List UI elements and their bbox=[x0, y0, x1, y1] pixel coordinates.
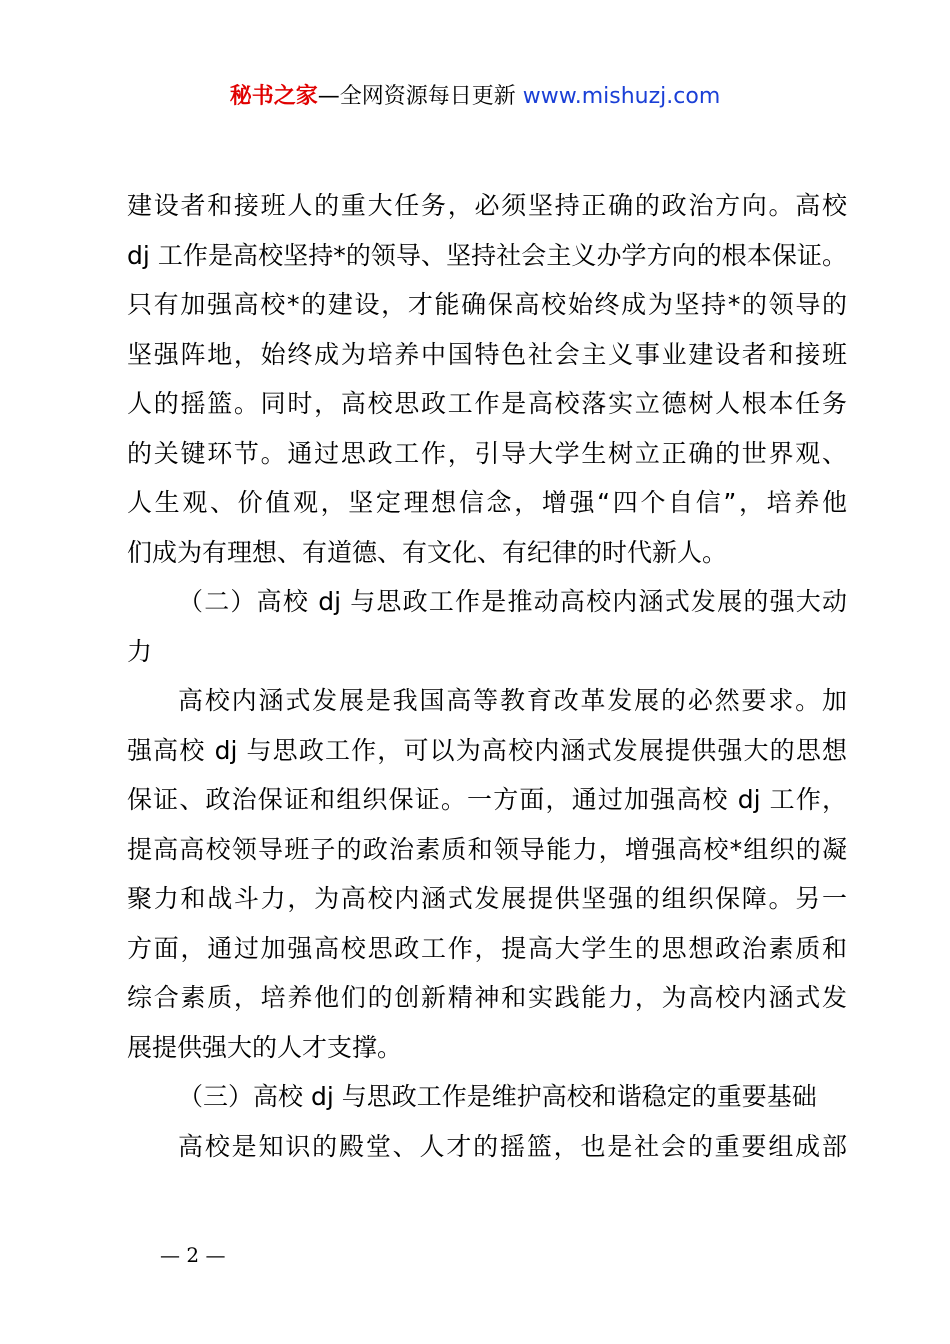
body-line: 的关键环节。通过思政工作，引导大学生树立正确的世界观、 bbox=[127, 439, 847, 468]
header-dash: — bbox=[317, 84, 340, 109]
paragraph-start: 高校是知识的殿堂、人才的摇篮，也是社会的重要组成部 bbox=[178, 1132, 847, 1161]
body-line: 聚力和战斗力，为高校内涵式发展提供坚强的组织保障。另一 bbox=[127, 884, 847, 913]
page-number: — 2 — bbox=[160, 1243, 226, 1267]
site-url-link[interactable]: www.mishuzj.com bbox=[522, 84, 721, 109]
body-line: 强高校 dj 与思政工作，可以为高校内涵式发展提供强大的思想 bbox=[127, 736, 847, 765]
body-line: 们成为有理想、有道德、有文化、有纪律的时代新人。 bbox=[127, 538, 728, 567]
site-header bbox=[0, 80, 950, 114]
body-line: 保证、政治保证和组织保证。一方面，通过加强高校 dj 工作， bbox=[127, 785, 847, 814]
body-line: 展提供强大的人才支撑。 bbox=[127, 1033, 403, 1062]
site-brand: 秘书之家 bbox=[229, 84, 318, 109]
section-heading-2-cont: 力 bbox=[127, 637, 153, 666]
body-line: 建设者和接班人的重大任务，必须坚持正确的政治方向。高校 bbox=[127, 191, 847, 220]
section-heading-2: （二）高校 dj 与思政工作是推动高校内涵式发展的强大动 bbox=[178, 587, 847, 616]
body-line: 综合素质，培养他们的创新精神和实践能力，为高校内涵式发 bbox=[127, 983, 847, 1012]
body-line: 提高高校领导班子的政治素质和领导能力，增强高校*组织的凝 bbox=[127, 835, 847, 864]
body-line: 人的摇篮。同时，高校思政工作是高校落实立德树人根本任务 bbox=[127, 389, 847, 418]
body-line: 只有加强高校*的建设，才能确保高校始终成为坚持*的领导的 bbox=[127, 290, 847, 319]
body-line: 人生观、价值观，坚定理想信念，增强“四个自信”，培养他 bbox=[127, 488, 847, 517]
section-heading-3: （三）高校 dj 与思政工作是维护高校和谐稳定的重要基础 bbox=[178, 1082, 817, 1111]
header-tagline: 全网资源每日更新 bbox=[339, 84, 516, 109]
body-line: dj 工作是高校坚持*的领导、坚持社会主义办学方向的根本保证。 bbox=[127, 241, 847, 270]
body-line: 方面，通过加强高校思政工作，提高大学生的思想政治素质和 bbox=[127, 934, 847, 963]
paragraph-start: 高校内涵式发展是我国高等教育改革发展的必然要求。加 bbox=[178, 686, 847, 715]
body-line: 坚强阵地，始终成为培养中国特色社会主义事业建设者和接班 bbox=[127, 340, 847, 369]
